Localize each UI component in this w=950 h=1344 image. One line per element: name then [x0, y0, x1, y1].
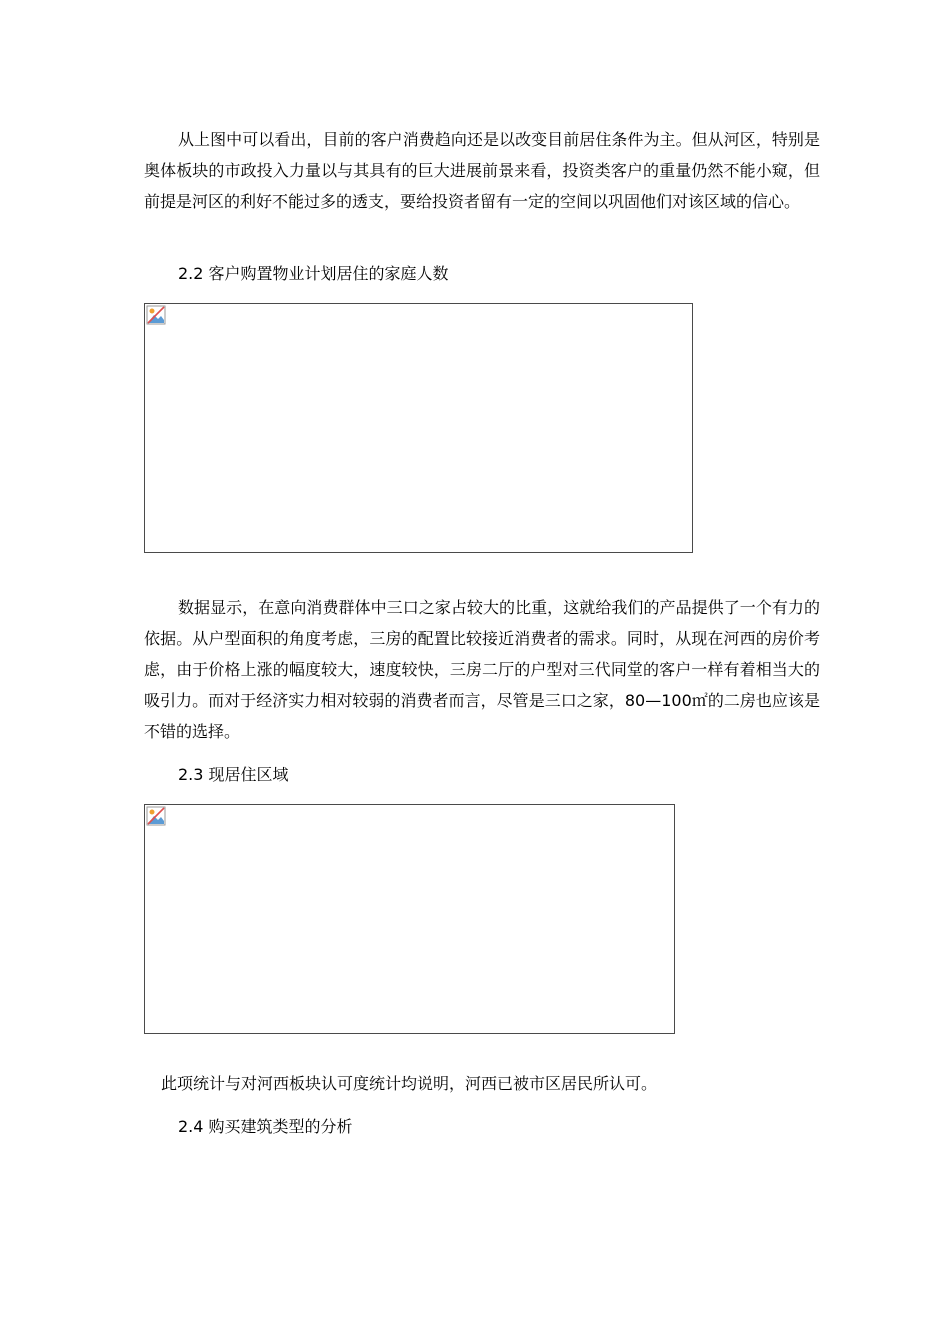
section-heading-2-3: 2.3 现居住区域: [178, 765, 289, 784]
broken-image-icon: [146, 806, 166, 826]
broken-image-icon: [146, 305, 166, 325]
section-heading-2-2: 2.2 客户购置物业计划居住的家庭人数: [178, 264, 449, 283]
paragraph-data-analysis: 数据显示，在意向消费群体中三口之家占较大的比重，这就给我们的产品提供了一个有力的依据。从户型面积的角度考虑，三房的配置比较接近消费者的需求。同时，从现在河西的房价考虑，由于价格上涨的幅度较大，速度较快，三房二厅的户型对三代同堂的客户一样有着相当大的吸引力。而对于经济实力相对较弱的消费者而言，尽管是三口之家，80—100㎡的二房也应该是不错的选择。: [144, 598, 820, 741]
section-heading-2-4: 2.4 购买建筑类型的分析: [178, 1117, 353, 1136]
paragraph-hexi-recognition: 此项统计与对河西板块认可度统计均说明，河西已被市区居民所认可。: [161, 1074, 658, 1093]
paragraph-consumption-trend: 从上图中可以看出，目前的客户消费趋向还是以改变目前居住条件为主。但从河区，特别是奥体板块的市政投入力量以与其具有的巨大进展前景来看，投资类客户的重量仍然不能小窥，但前提是河区的利好不能过多的透支，要给投资者留有一定的空间以巩固他们对该区域的信心。: [144, 130, 820, 211]
chart-image-residence-area: [144, 804, 675, 1034]
chart-image-household-size: [144, 303, 693, 553]
